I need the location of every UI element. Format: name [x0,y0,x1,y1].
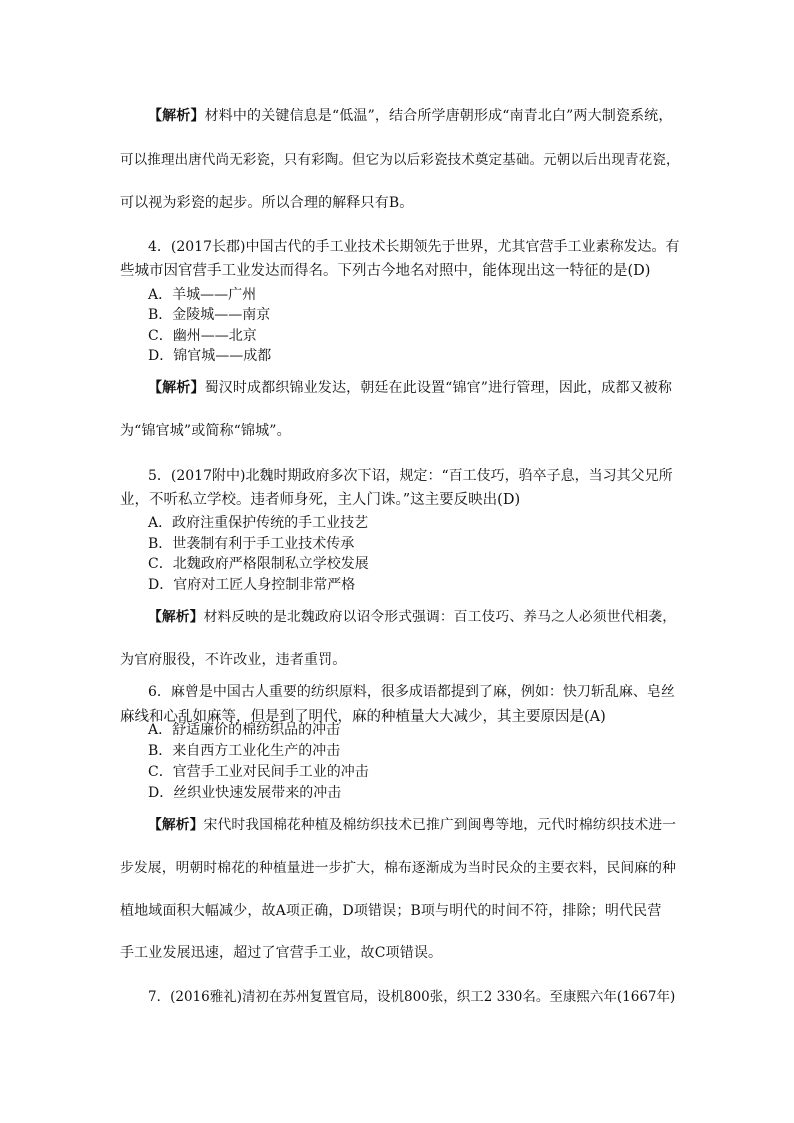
question-7-stem-line: 7．(2016雅礼)清初在苏州复置官局，设机800张，织工2 330名。至康熙六年(1667年) [148,989,676,1005]
explanation-line: 【解析】蜀汉时成都织锦业发达，朝廷在此设置“锦官”进行管理，因此，成都又被称 [148,380,673,396]
question-5-option-b: B．世袭制有利于手工业技术传承 [148,536,355,552]
explanation-line: 为“锦官城”或简称“锦城”。 [120,423,291,439]
question-5-option-a: A．政府注重保护传统的手工业技艺 [148,515,369,531]
question-4-stem-line: 些城市因官营手工业发达而得名。下列古今地名对照中，能体现出这一特征的是(D) [120,263,651,279]
question-4-option-b: B．金陵城——南京 [148,307,271,323]
question-6-option-b: B．来自西方工业化生产的冲击 [148,743,341,759]
question-6-option-d: D．丝织业快速发展带来的冲击 [148,785,342,801]
explanation-line: 可以推理出唐代尚无彩瓷，只有彩陶。但它为以后彩瓷技术奠定基础。元朝以后出现青花瓷， [120,152,680,168]
question-4-stem-line: 4．(2017长郡)中国古代的手工业技术长期领先于世界，尤其官营手工业素称发达。有 [148,239,680,255]
explanation-label: 【解析】 [148,108,205,124]
explanation-label: 【解析】 [148,380,205,396]
explanation-line: 【解析】材料中的关键信息是“低温”，结合所学唐朝形成“南青北白”两大制瓷系统， [148,108,673,124]
explanation-line: 可以视为彩瓷的起步。所以合理的解释只有B。 [120,195,414,211]
question-4-option-a: A．羊城——广州 [148,287,257,303]
explanation-label: 【解析】 [148,817,204,833]
explanation-line: 【解析】材料反映的是北魏政府以诏令形式强调：百工伎巧、养马之人必须世代相袭， [148,609,677,625]
explanation-line: 植地域面积大幅减少，故A项正确，D项错误；B项与明代的时间不符，排除；明代民营 [120,903,662,919]
question-5-stem-line: 业，不听私立学校。违者师身死，主人门诛。”这主要反映出(D) [120,492,521,508]
explanation-line: 为官府服役，不许改业，违者重罚。 [120,652,347,668]
explanation-line: 手工业发展迅速，超过了官营手工业，故C项错误。 [120,945,443,961]
explanation-line: 【解析】宋代时我国棉花种植及棉纺织技术已推广到闽粤等地，元代时棉纺织技术进一 [148,817,677,833]
question-5-option-d: D．官府对工匠人身控制非常严格 [148,577,356,593]
question-5-option-c: C．北魏政府严格限制私立学校发展 [148,556,369,572]
explanation-label: 【解析】 [148,609,204,625]
explanation-line: 步发展，明朝时棉花的种植量进一步扩大，棉布逐渐成为当时民众的主要衣料，民间麻的种 [120,860,677,876]
question-5-stem-line: 5．(2017附中)北魏时期政府多次下诏，规定：“百工伎巧，驺卒子息，当习其父兄所 [148,468,673,484]
question-6-option-c: C．官营手工业对民间手工业的冲击 [148,764,369,780]
question-6-stem-line: 6．麻曾是中国古人重要的纺织原料，很多成语都提到了麻，例如：快刀斩乱麻、皂丝 [148,684,675,700]
question-4-option-d: D．锦官城——成都 [148,348,272,364]
question-4-option-c: C．幽州——北京 [148,328,257,344]
question-6-stem-line: 麻线和心乱如麻等，但是到了明代，麻的种植量大大减少，其主要原因是(A) [120,709,606,725]
question-6-option-a: A．舒适廉价的棉纺织品的冲击 [148,722,341,738]
